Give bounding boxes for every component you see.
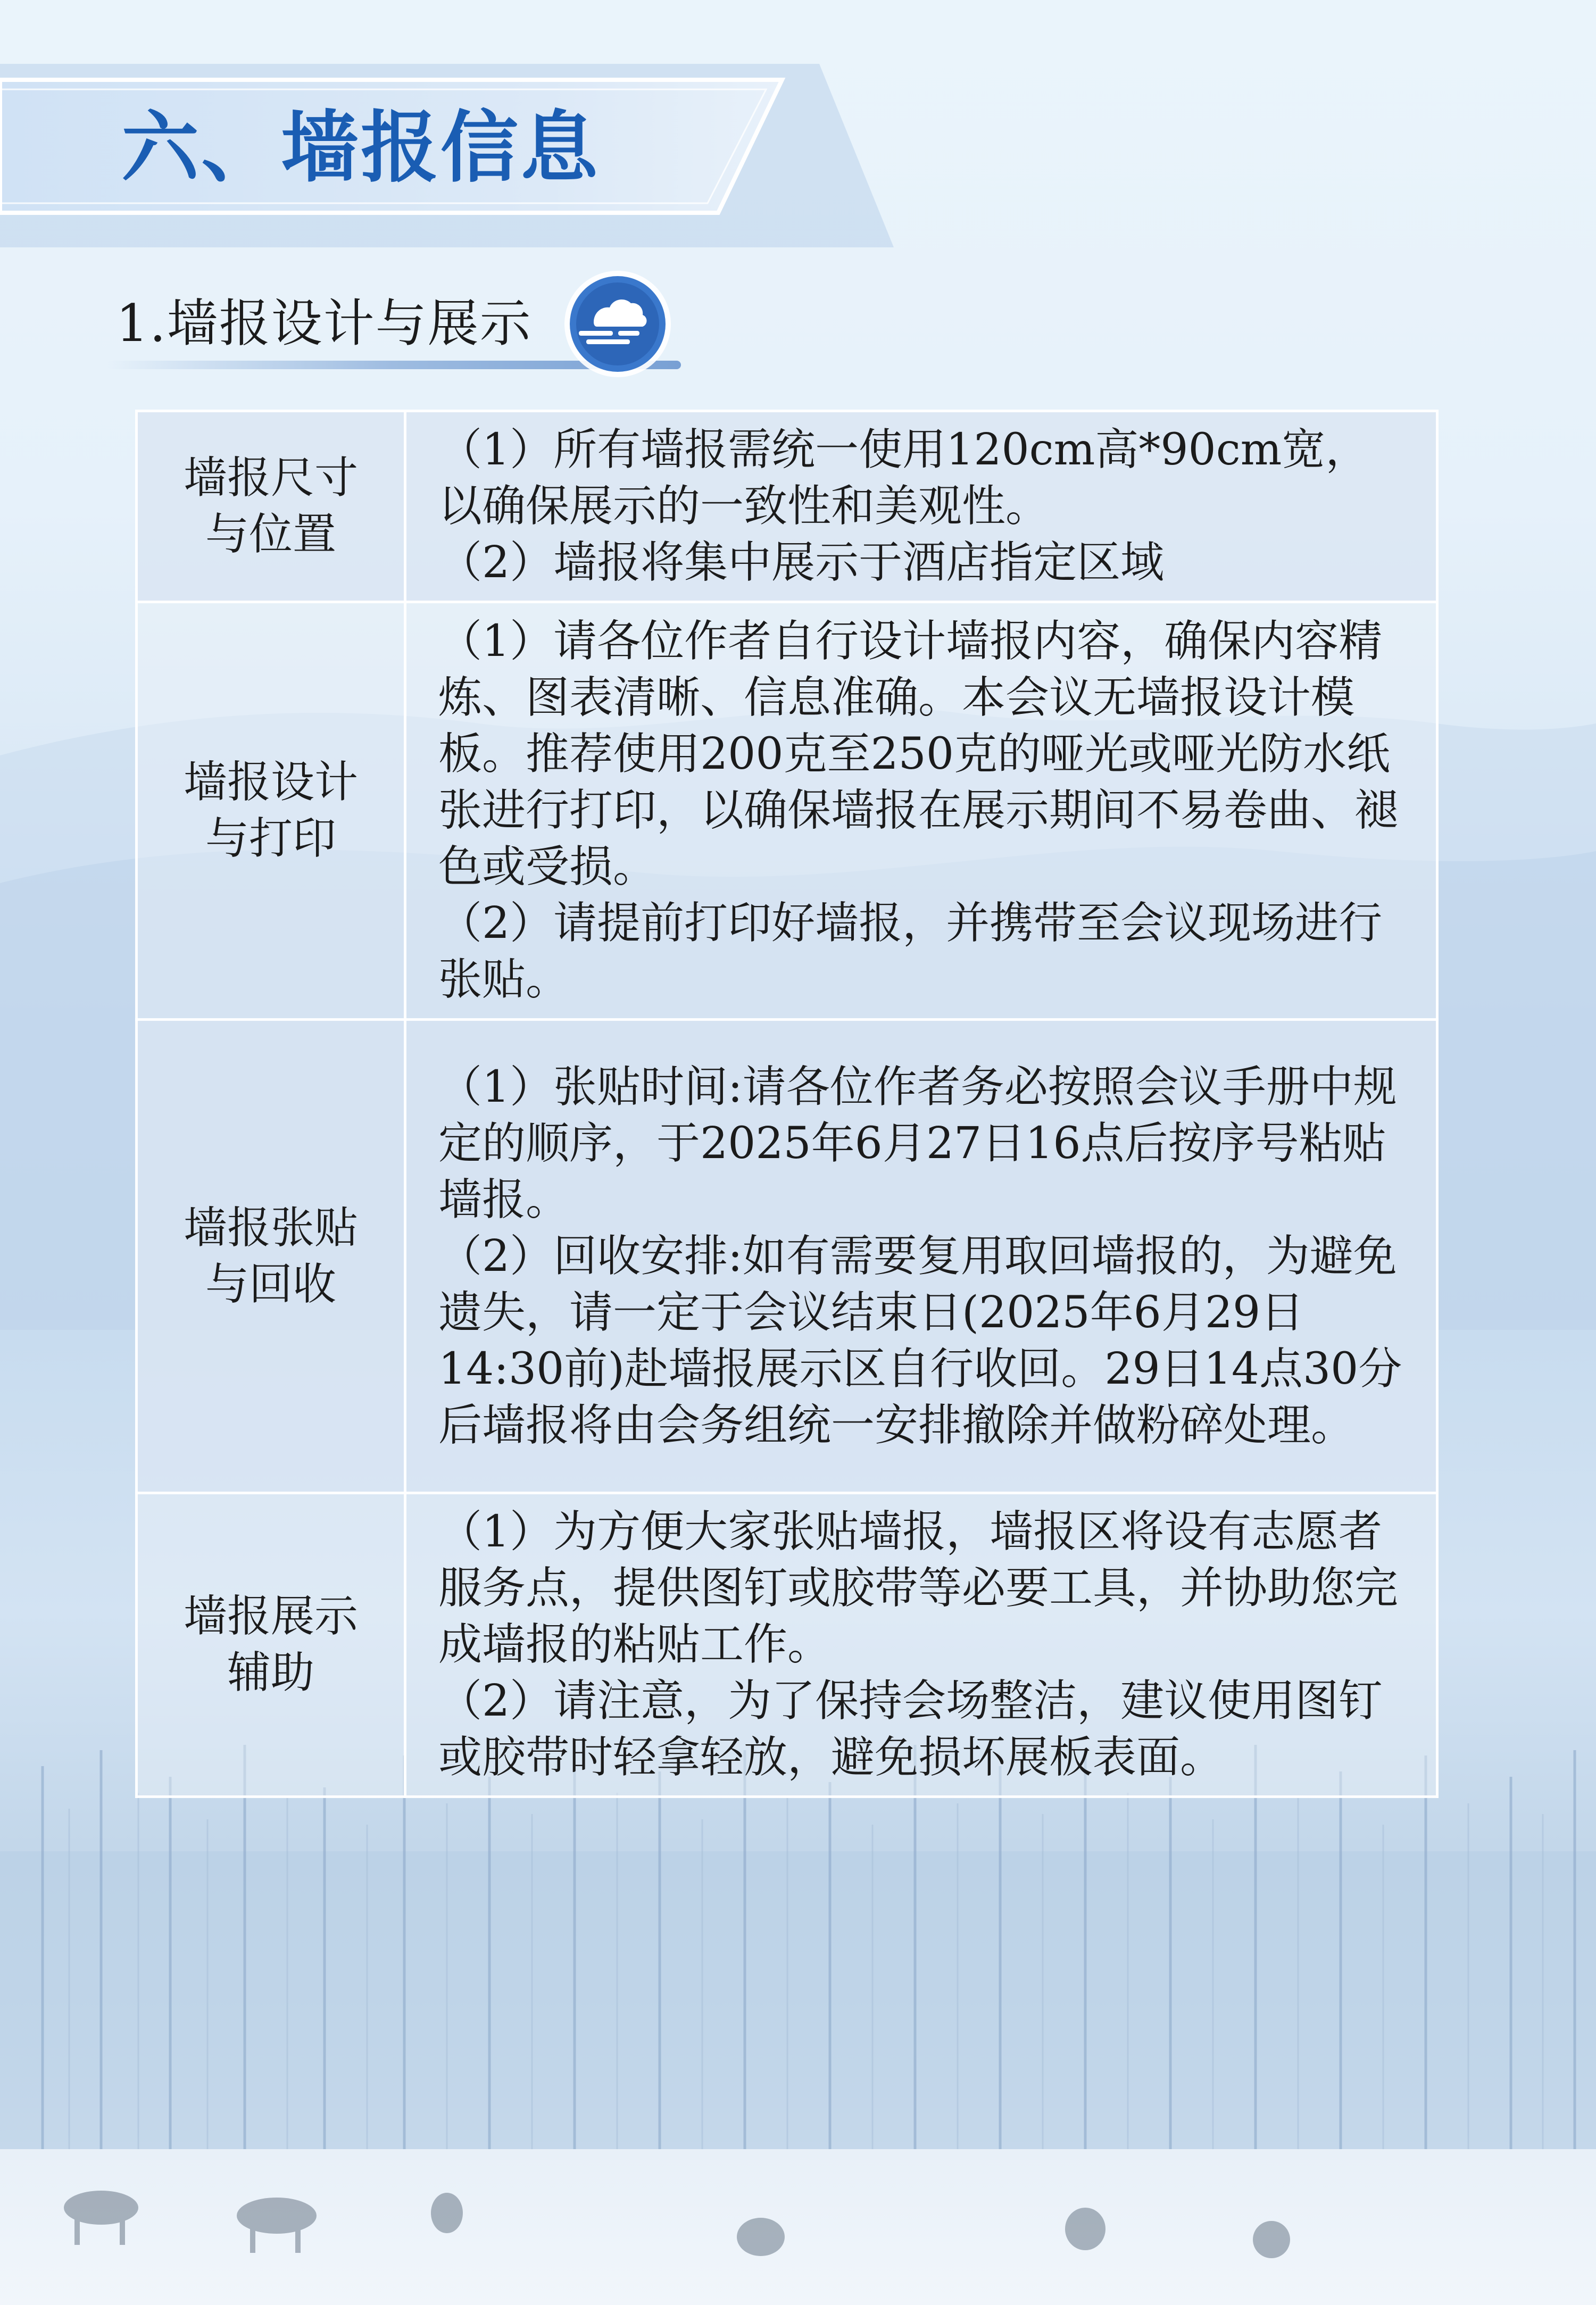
content-paragraph: （1）张贴时间:请各位作者务必按照会议手册中规定的顺序，于2025年6月27日16点后按序号粘贴墙报。 xyxy=(438,1061,1397,1225)
content-paragraph: （2）请注意，为了保持会场整洁，建议使用图钉或胶带时轻拿轻放，避免损坏展板表面。 xyxy=(438,1676,1383,1783)
row-label-line: 与位置 xyxy=(205,509,336,560)
table-row xyxy=(137,411,1437,602)
row-content xyxy=(405,1020,1437,1493)
content-paragraph: （1）所有墙报需统一使用120cm高*90cm宽，以确保展示的一致性和美观性。 xyxy=(438,425,1369,531)
row-label-line: 墙报展示 xyxy=(183,1591,358,1642)
content-paragraph: （2）请提前打印好墙报，并携带至会议现场进行张贴。 xyxy=(438,898,1383,1005)
row-label xyxy=(137,411,405,602)
background-horses xyxy=(0,2170,1596,2277)
row-label xyxy=(137,1493,405,1797)
cloud-wind-icon xyxy=(563,269,672,379)
row-label-line: 辅助 xyxy=(227,1647,314,1698)
content-paragraph: （1）为方便大家张贴墙报，墙报区将设有志愿者服务点，提供图钉或胶带等必要工具，并协助您完成墙报的粘贴工作。 xyxy=(438,1507,1399,1670)
table-row xyxy=(137,1493,1437,1797)
row-content xyxy=(405,1493,1437,1797)
row-label-line: 与回收 xyxy=(205,1259,336,1310)
table-row xyxy=(137,602,1437,1020)
poster-info-table xyxy=(135,410,1439,1798)
content-paragraph: （1）请各位作者自行设计墙报内容，确保内容精炼、图表清晰、信息准确。本会议无墙报设计模板。推荐使用200克至250克的哑光或哑光防水纸张进行打印，以确保墙报在展示期间不易卷曲、褪色或受损。 xyxy=(438,616,1399,892)
row-content xyxy=(405,411,1437,602)
content-paragraph: （2）墙报将集中展示于酒店指定区域 xyxy=(438,537,1165,588)
row-label-line: 墙报尺寸 xyxy=(183,453,358,503)
page-title: 六、墙报信息 xyxy=(121,103,600,193)
content-paragraph: （2）回收安排:如有需要复用取回墙报的，为避免遗失，请一定于会议结束日(2025年6月29日14:30前)赴墙报展示区自行收回。29日14点30分后墙报将由会务组统一安排撤除并做粉碎处理。 xyxy=(438,1230,1402,1451)
table-row xyxy=(137,1020,1437,1493)
row-content xyxy=(405,602,1437,1020)
row-label-line: 墙报张贴 xyxy=(183,1202,358,1253)
row-label xyxy=(137,602,405,1020)
background-forest xyxy=(0,1745,1596,2170)
row-label-line: 与打印 xyxy=(205,813,336,864)
row-label xyxy=(137,1020,405,1493)
row-label-line: 墙报设计 xyxy=(183,757,358,808)
section-subtitle: 1.墙报设计与展示 xyxy=(116,294,532,353)
